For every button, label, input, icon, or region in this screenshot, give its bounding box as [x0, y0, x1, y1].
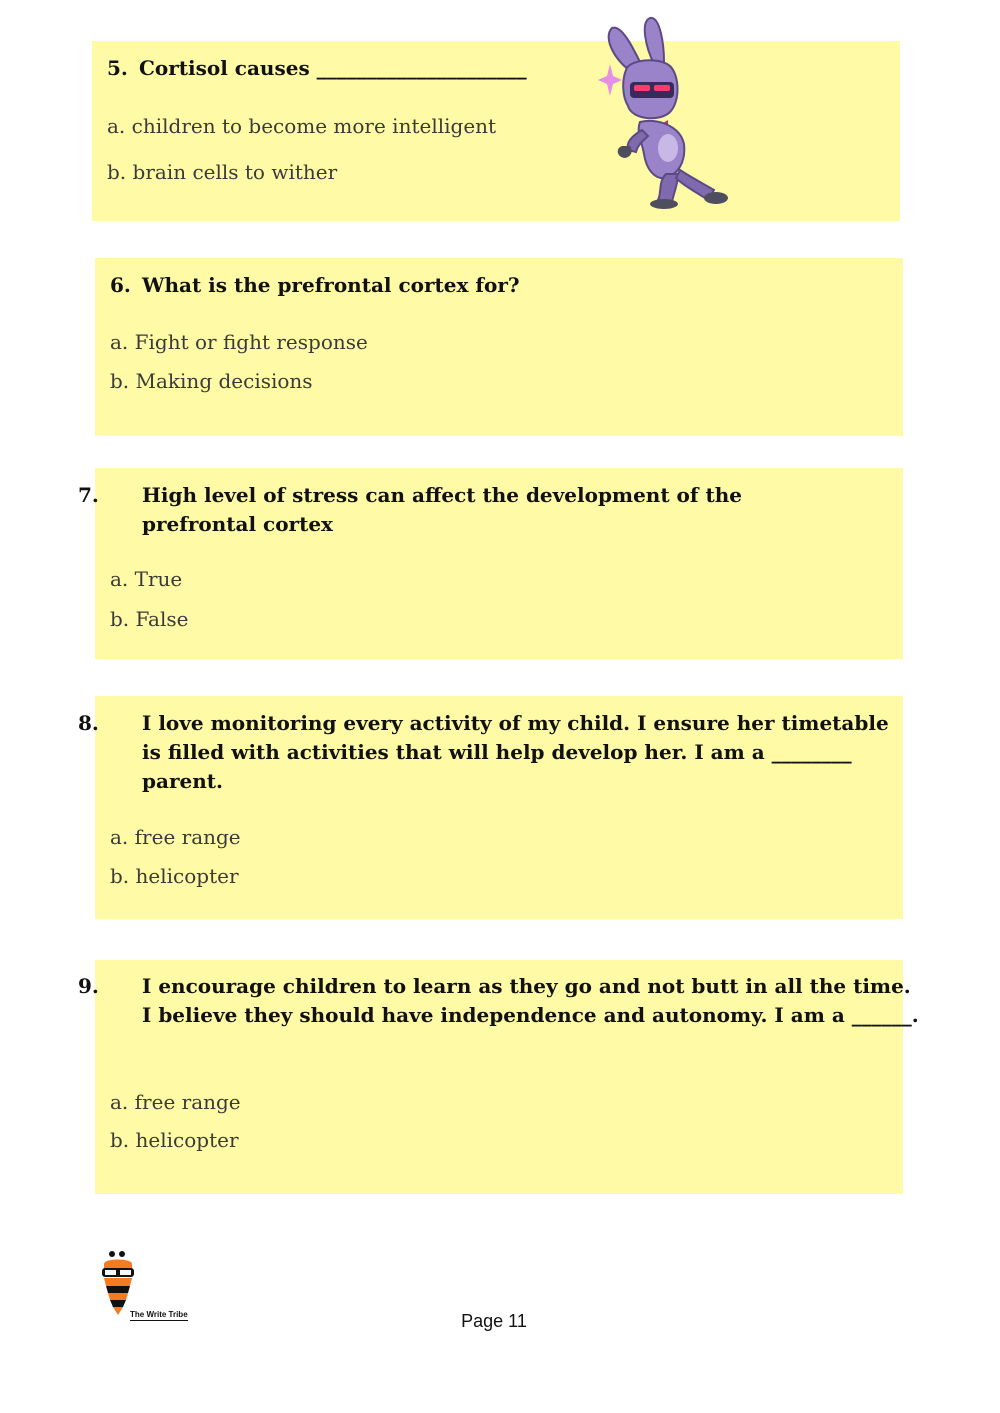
question-9-box [78, 960, 919, 1194]
question-text: High level of stress can affect the development of the prefrontal cortex [142, 483, 742, 536]
page-number: Page 11 [461, 1311, 527, 1331]
question-7-box [78, 468, 903, 659]
question-text: I love monitoring every activity of my child. I ensure her timetable is filled with activities that will help develop her. I am a ________ parent. [142, 711, 889, 793]
question-6-box [95, 258, 903, 436]
question-number: 9. [78, 974, 99, 998]
question-5-box [92, 41, 900, 221]
question-text: Cortisol causes _____________________ [139, 56, 527, 80]
question-7-title [78, 481, 842, 539]
question-5-title [107, 54, 527, 83]
question-number: 5. [107, 56, 128, 80]
bee-icon [98, 1250, 138, 1316]
option-b[interactable]: b. helicopter [110, 1128, 239, 1152]
question-9-title [78, 972, 922, 1030]
option-b[interactable]: b. helicopter [110, 864, 239, 888]
question-text: What is the prefrontal cortex for? [142, 273, 520, 297]
question-number: 7. [78, 483, 99, 507]
purple-bunny-animatronic-icon [588, 14, 738, 214]
option-b[interactable]: b. Making decisions [110, 369, 313, 393]
question-number: 8. [78, 711, 99, 735]
option-b[interactable]: b. False [110, 607, 189, 631]
option-a[interactable]: a. children to become more intelligent [107, 114, 497, 138]
option-a[interactable]: a. free range [110, 825, 241, 849]
question-text: I encourage children to learn as they go and not butt in all the time. I believe they should have independence and autonomy. I am a ______. [142, 974, 919, 1027]
option-a[interactable]: a. True [110, 567, 183, 591]
option-a[interactable]: a. Fight or fight response [110, 330, 368, 354]
option-b[interactable]: b. brain cells to wither [107, 160, 338, 184]
logo-text: The Write Tribe [130, 1310, 188, 1319]
question-number: 6. [110, 273, 131, 297]
question-8-title [78, 709, 902, 796]
question-6-title [110, 271, 520, 300]
question-8-box [78, 696, 903, 919]
option-a[interactable]: a. free range [110, 1090, 241, 1114]
